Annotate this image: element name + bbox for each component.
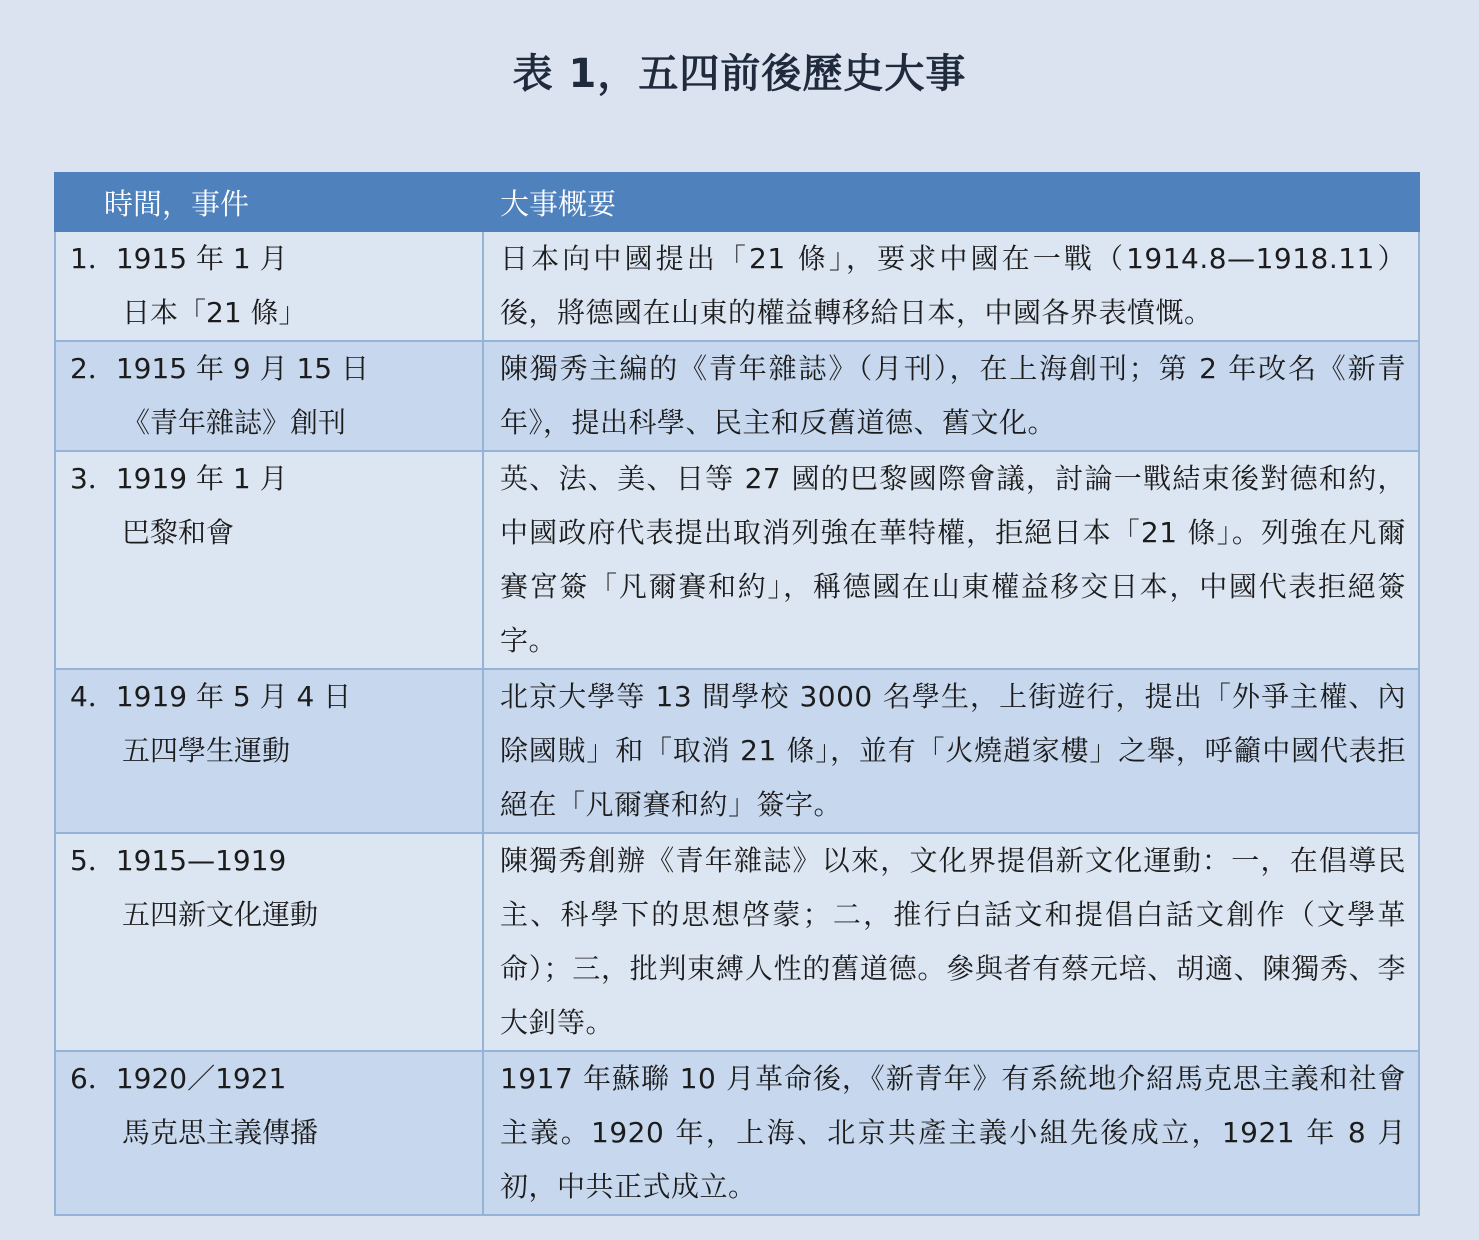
event-summary: 1917 年蘇聯 10 月革命後，《新青年》有系統地介紹馬克思主義和社會主義。1920 年，上海、北京共產主義小組先後成立，1921 年 8 月初，中共正式成立。 [483, 1051, 1419, 1215]
header-summary: 大事概要 [483, 173, 1419, 231]
event-time: 6．1920／1921 [70, 1062, 287, 1095]
table-row [55, 1051, 1419, 1215]
time-event-cell [55, 231, 483, 341]
event-summary: 陳獨秀主編的《青年雜誌》（月刊），在上海創刊；第 2 年改名《新青年》，提出科學、民主和反舊道德、舊文化。 [483, 341, 1419, 451]
event-summary: 日本向中國提出「21 條」，要求中國在一戰（1914.8—1918.11）後，將德國在山東的權益轉移給日本，中國各界表憤慨。 [483, 231, 1419, 341]
table-row [55, 669, 1419, 833]
event-time: 3．1919 年 1 月 [70, 462, 288, 495]
table-row [55, 341, 1419, 451]
event-summary: 陳獨秀創辦《青年雜誌》以來，文化界提倡新文化運動：一，在倡導民主、科學下的思想啓蒙；二，推行白話文和提倡白話文創作（文學革命）；三，批判束縛人性的舊道德。參與者有蔡元培、胡適、陳獨秀、李大釗等。 [483, 833, 1419, 1051]
table-row [55, 231, 1419, 341]
event-name: 日本「21 條」 [122, 296, 307, 329]
time-event-cell [55, 1051, 483, 1215]
events-table [54, 172, 1420, 1216]
time-event-cell [55, 833, 483, 1051]
event-time: 1．1915 年 1 月 [70, 242, 288, 275]
event-time: 2．1915 年 9 月 15 日 [70, 352, 370, 385]
event-name: 巴黎和會 [122, 516, 235, 549]
header-time-event: 時間，事件 [55, 173, 483, 231]
event-time: 4．1919 年 5 月 4 日 [70, 680, 352, 713]
table-row [55, 833, 1419, 1051]
event-summary: 英、法、美、日等 27 國的巴黎國際會議，討論一戰結束後對德和約，中國政府代表提出取消列強在華特權，拒絕日本「21 條」。列強在凡爾賽宮簽「凡爾賽和約」，稱德國在山東權益移交日本，中國代表拒絕簽字。 [483, 451, 1419, 669]
time-event-cell [55, 451, 483, 669]
time-event-cell [55, 669, 483, 833]
event-name: 《青年雜誌》創刊 [122, 406, 347, 439]
page-title: 表 1，五四前後歷史大事 [512, 51, 967, 97]
event-name: 五四學生運動 [122, 734, 291, 767]
event-time: 5．1915—1919 [70, 844, 287, 877]
event-name: 馬克思主義傳播 [122, 1116, 319, 1149]
event-summary: 北京大學等 13 間學校 3000 名學生，上街遊行，提出「外爭主權、內除國賊」和「取消 21 條」，並有「火燒趙家樓」之舉，呼籲中國代表拒絕在「凡爾賽和約」簽字。 [483, 669, 1419, 833]
time-event-cell [55, 341, 483, 451]
table-row [55, 451, 1419, 669]
event-name: 五四新文化運動 [122, 898, 319, 931]
table-header-row [55, 173, 1419, 231]
